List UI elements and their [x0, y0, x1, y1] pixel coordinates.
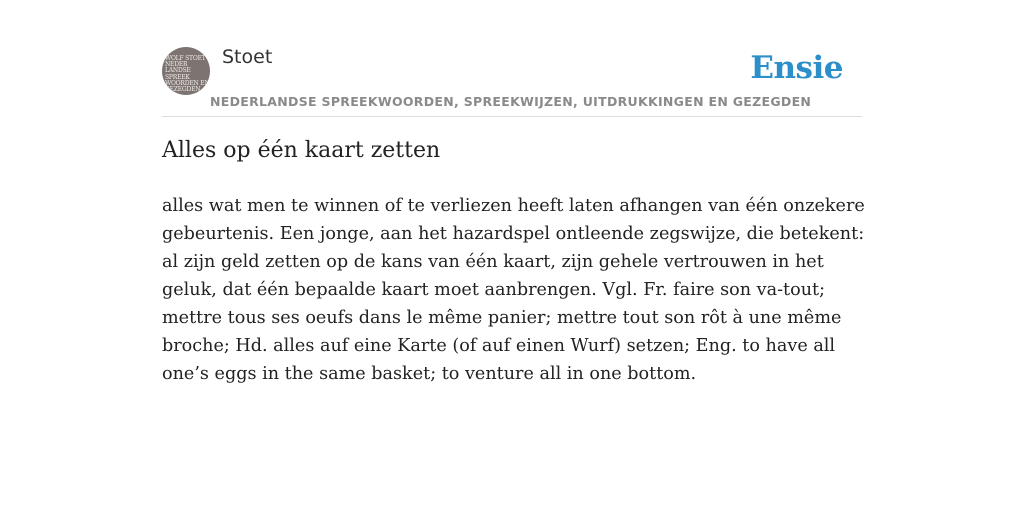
book-cover-avatar[interactable] — [162, 47, 210, 95]
article-body: alles wat men te winnen of te verliezen heeft laten afhangen van één onzekere gebeurtenis. Een jonge, aan het hazardspel ontleende zegswijze, die betekent: al zijn geld zetten op de kans van één kaart, zijn gehele vertrouwen in het geluk, dat één bepaalde kaart moet aanbrengen. Vgl. Fr. faire son va-tout; mettre tous ses oeufs dans le même panier; mettre tout son rôt à une même broche; Hd. alles auf eine Karte (of auf einen Wurf) setzen; Eng. to have all one’s eggs in the same basket; to venture all in one bottom. — [162, 196, 865, 384]
brand-logo[interactable]: Ensie — [750, 50, 843, 86]
avatar-cover-text: WOLF STOET NEDER LANDSE SPREEK WOORDEN EN GEZEGDEN — [165, 55, 210, 94]
author-name[interactable]: Stoet — [222, 46, 273, 68]
header — [162, 40, 862, 117]
article-title: Alles op één kaart zetten — [162, 138, 441, 163]
source-title[interactable]: NEDERLANDSE SPREEKWOORDEN, SPREEKWIJZEN, UITDRUKKINGEN EN GEZEGDEN — [210, 94, 812, 109]
